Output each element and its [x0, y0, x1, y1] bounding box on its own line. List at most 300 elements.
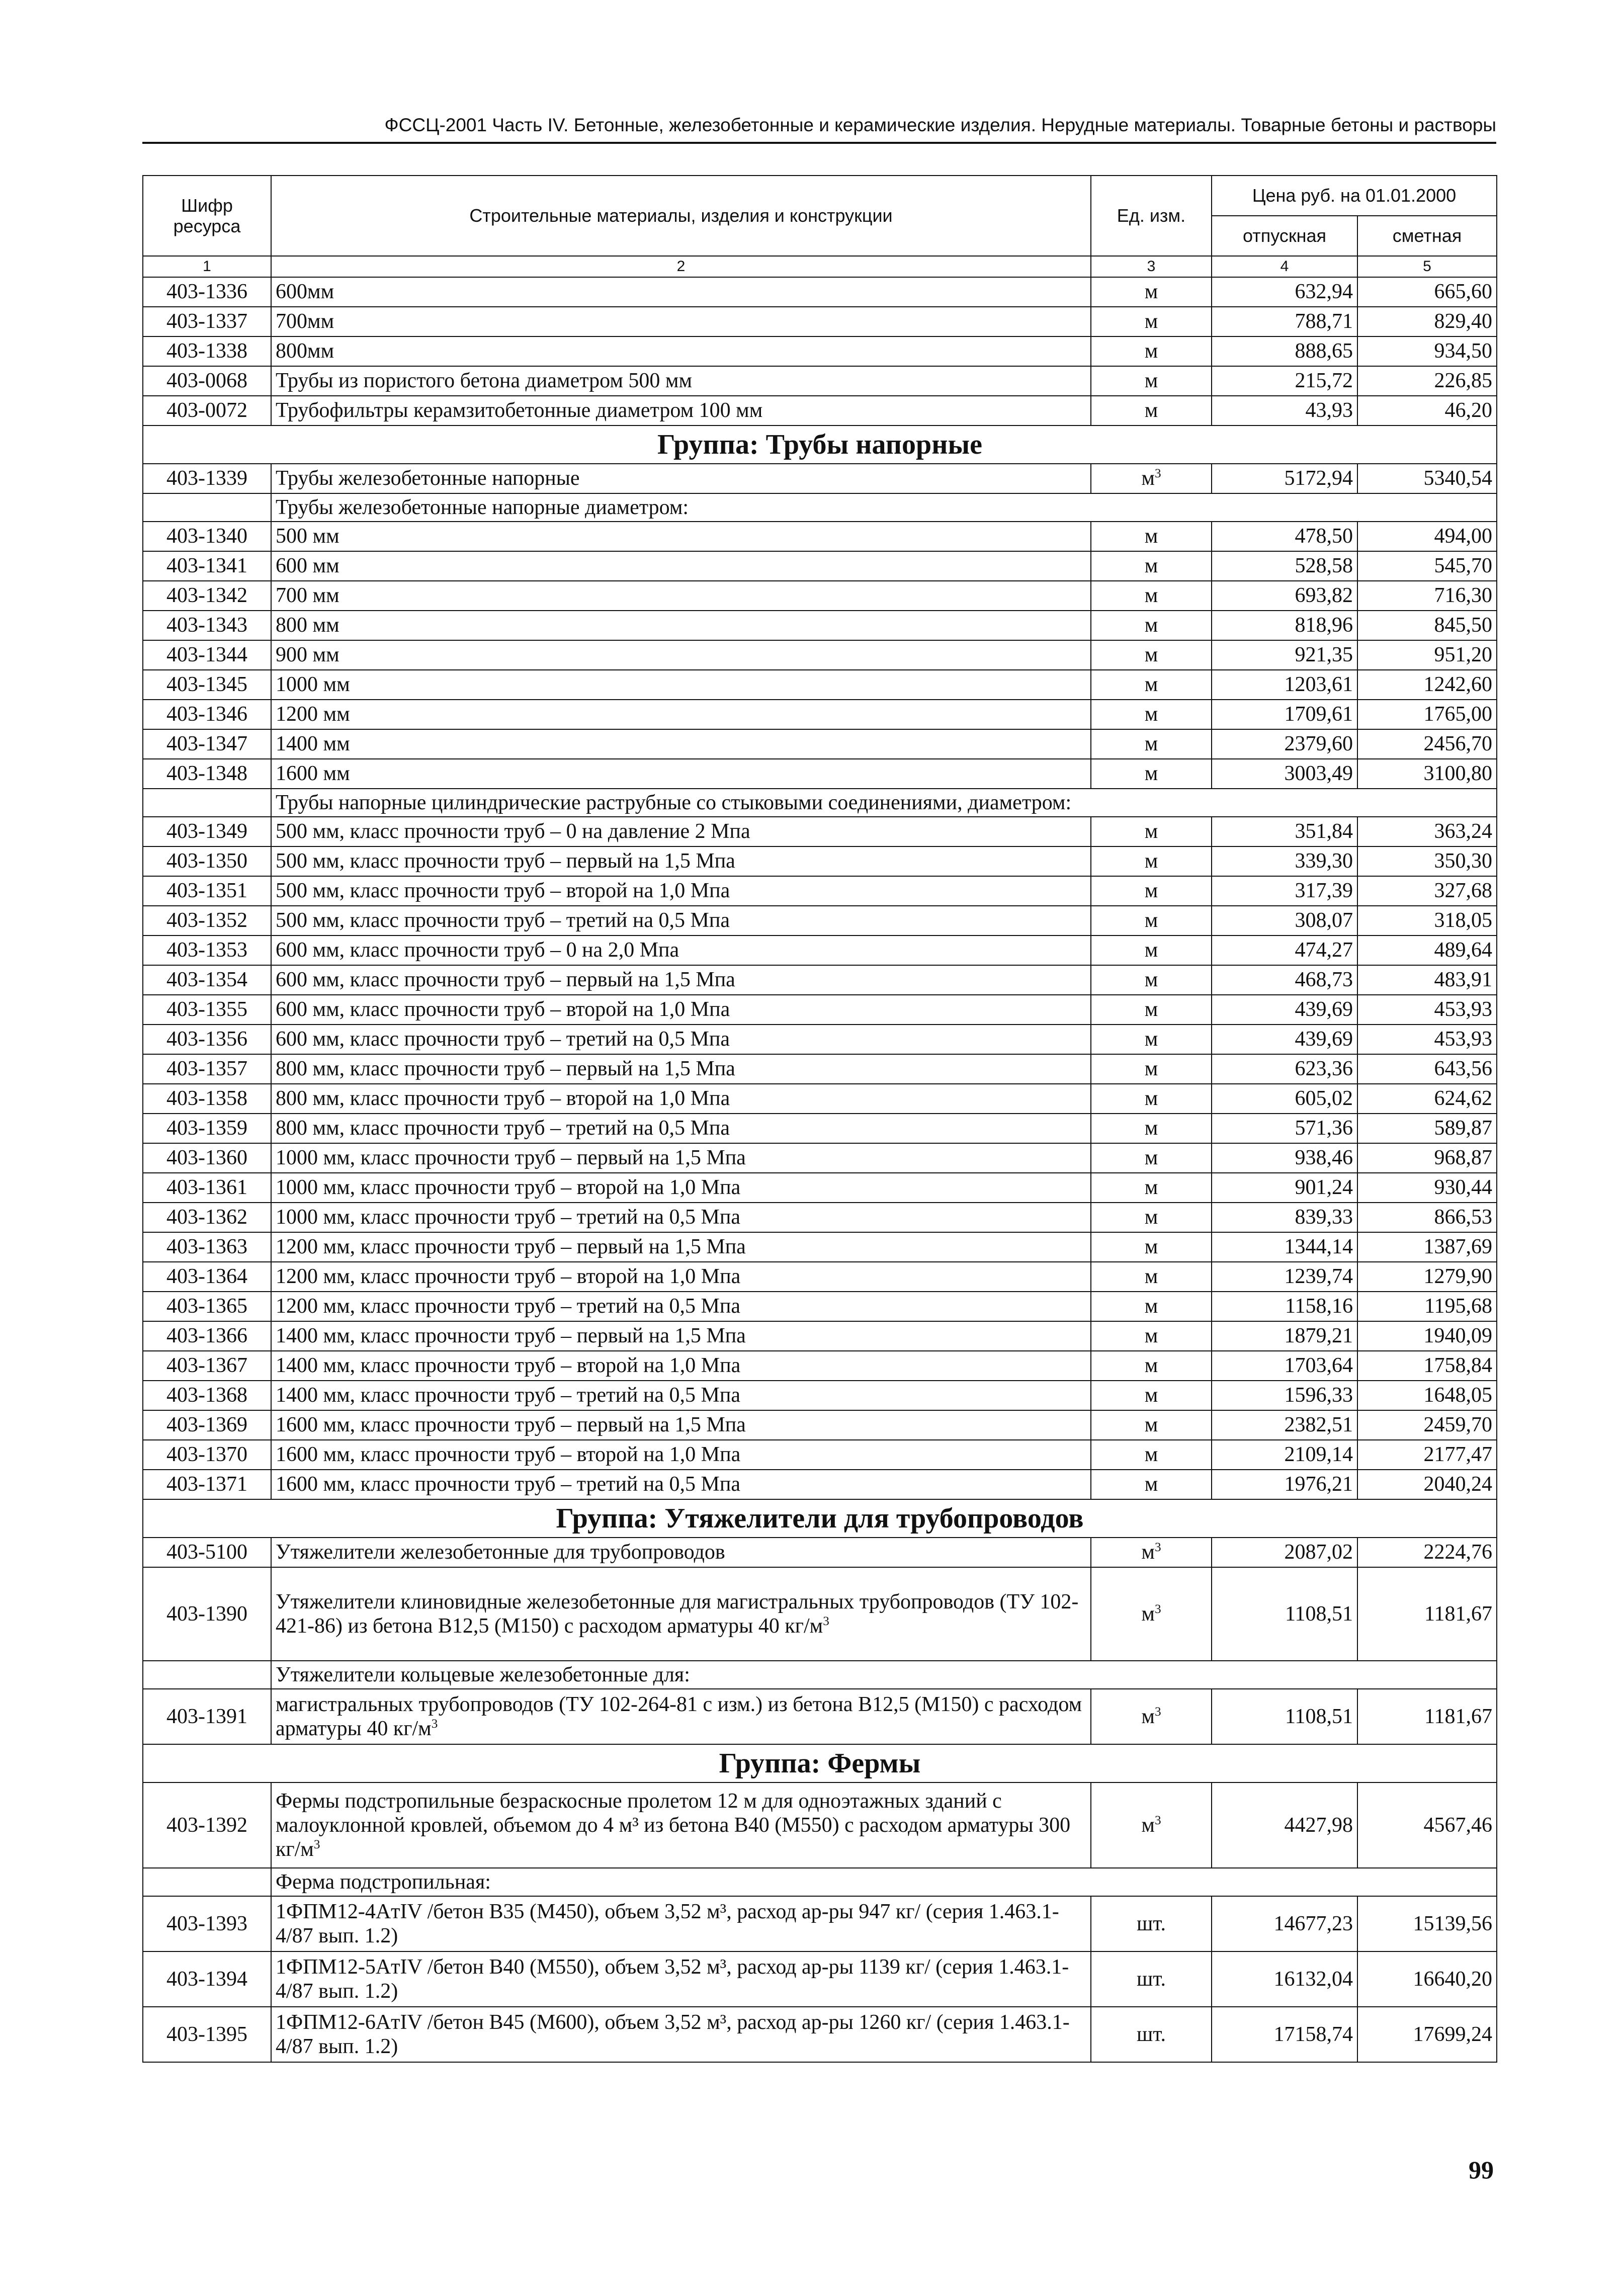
- estimate-price: 2177,47: [1357, 1440, 1497, 1470]
- estimate-price: 1279,90: [1357, 1262, 1497, 1292]
- estimate-price: 1181,67: [1357, 1567, 1497, 1661]
- group-heading: Группа: Утяжелители для трубопроводов: [143, 1499, 1497, 1538]
- estimate-price: 845,50: [1357, 611, 1497, 640]
- estimate-price: 2459,70: [1357, 1410, 1497, 1440]
- table-row: [143, 729, 1497, 759]
- superscript: 3: [1154, 1602, 1161, 1616]
- superscript: 3: [1154, 1541, 1161, 1555]
- table-row: [143, 277, 1497, 307]
- material-name: 500 мм, класс прочности труб – первый на 1,5 Мпа: [271, 846, 1091, 876]
- cell-text: м: [1141, 467, 1155, 490]
- release-price: 2087,02: [1212, 1538, 1357, 1567]
- material-name: 600 мм, класс прочности труб – первый на 1,5 Мпа: [271, 965, 1091, 995]
- resource-code: 403-1340: [143, 522, 271, 551]
- estimate-price: 1181,67: [1357, 1689, 1497, 1744]
- resource-code: 403-1371: [143, 1470, 271, 1499]
- estimate-price: 624,62: [1357, 1084, 1497, 1114]
- unit-cell: м: [1091, 817, 1212, 846]
- unit-cell: м: [1091, 876, 1212, 906]
- release-price: 888,65: [1212, 336, 1357, 366]
- superscript: 3: [1154, 1813, 1161, 1827]
- table-body: [143, 277, 1497, 2062]
- estimate-price: 1387,69: [1357, 1232, 1497, 1262]
- material-name: 1000 мм, класс прочности труб – второй на 1,0 Мпа: [271, 1173, 1091, 1203]
- estimate-price: 453,93: [1357, 995, 1497, 1025]
- material-name: 800 мм, класс прочности труб – первый на 1,5 Мпа: [271, 1054, 1091, 1084]
- material-name: 700 мм: [271, 581, 1091, 611]
- resource-code: 403-1339: [143, 464, 271, 493]
- unit-cell: [1091, 1538, 1212, 1567]
- release-price: 571,36: [1212, 1114, 1357, 1143]
- estimate-price: 1648,05: [1357, 1381, 1497, 1410]
- estimate-price: 350,30: [1357, 846, 1497, 876]
- resource-code: 403-1358: [143, 1084, 271, 1114]
- group-heading-row: [143, 426, 1497, 464]
- unit-cell: м: [1091, 277, 1212, 307]
- resource-code: 403-1353: [143, 936, 271, 965]
- table-row: [143, 1203, 1497, 1232]
- resource-code: 403-1348: [143, 759, 271, 789]
- material-name: 1400 мм, класс прочности труб – первый на 1,5 Мпа: [271, 1321, 1091, 1351]
- cell-text: м: [1141, 1602, 1155, 1626]
- release-price: 1108,51: [1212, 1567, 1357, 1661]
- unit-cell: м: [1091, 366, 1212, 396]
- material-name: Трубы железобетонные напорные: [271, 464, 1091, 493]
- release-price: 2109,14: [1212, 1440, 1357, 1470]
- resource-code: 403-1350: [143, 846, 271, 876]
- table-row: [143, 965, 1497, 995]
- resource-code: 403-1346: [143, 700, 271, 729]
- table-row: [143, 1114, 1497, 1143]
- unit-cell: м: [1091, 936, 1212, 965]
- release-price: 2379,60: [1212, 729, 1357, 759]
- page-number: 99: [1469, 2156, 1494, 2184]
- release-price: 43,93: [1212, 396, 1357, 426]
- estimate-price: 17699,24: [1357, 2007, 1497, 2062]
- estimate-price: 327,68: [1357, 876, 1497, 906]
- price-table: [142, 175, 1497, 2063]
- cell-text: Фермы подстропильные безраскосные пролетом 12 м для одноэтажных зданий с малоуклонной кровлей, объемом до 4 м³ из бетона В40 (М550) с расходом арматуры 300 кг/м: [276, 1789, 1071, 1861]
- resource-code: 403-1364: [143, 1262, 271, 1292]
- release-price: 1976,21: [1212, 1470, 1357, 1499]
- superscript: 3: [1154, 1705, 1161, 1719]
- material-name: 1200 мм, класс прочности труб – второй на 1,0 Мпа: [271, 1262, 1091, 1292]
- unit-cell: м: [1091, 1292, 1212, 1321]
- resource-code: 403-1347: [143, 729, 271, 759]
- release-price: 308,07: [1212, 906, 1357, 936]
- unit-cell: шт.: [1091, 1951, 1212, 2007]
- unit-cell: м: [1091, 307, 1212, 336]
- table-row: [143, 1232, 1497, 1262]
- header-name: Строительные материалы, изделия и конструкции: [271, 176, 1091, 256]
- release-price: 17158,74: [1212, 2007, 1357, 2062]
- estimate-price: 5340,54: [1357, 464, 1497, 493]
- table-row: [143, 1054, 1497, 1084]
- unit-cell: м: [1091, 1232, 1212, 1262]
- release-price: 839,33: [1212, 1203, 1357, 1232]
- release-price: 215,72: [1212, 366, 1357, 396]
- resource-code: 403-1336: [143, 277, 271, 307]
- release-price: 605,02: [1212, 1084, 1357, 1114]
- unit-cell: м: [1091, 1173, 1212, 1203]
- material-name: 500 мм: [271, 522, 1091, 551]
- table-row: [143, 759, 1497, 789]
- cell-text: м: [1141, 1813, 1155, 1837]
- group-heading-row: [143, 1744, 1497, 1782]
- estimate-price: 968,87: [1357, 1143, 1497, 1173]
- material-name: 1ФПМ12-4AтIV /бетон В35 (М450), объем 3,52 м³, расход ар-ры 947 кг/ (серия 1.463.1-4/87 вып. 1.2): [271, 1896, 1091, 1951]
- material-name: 800 мм, класс прочности труб – второй на 1,0 Мпа: [271, 1084, 1091, 1114]
- material-name: 1600 мм: [271, 759, 1091, 789]
- release-price: 5172,94: [1212, 464, 1357, 493]
- estimate-price: 1758,84: [1357, 1351, 1497, 1381]
- estimate-price: 1242,60: [1357, 670, 1497, 700]
- code-cell-empty: [143, 789, 271, 817]
- resource-code: 403-1354: [143, 965, 271, 995]
- material-name: 600 мм, класс прочности труб – третий на 0,5 Мпа: [271, 1025, 1091, 1054]
- unit-cell: м: [1091, 759, 1212, 789]
- table-row: [143, 1321, 1497, 1351]
- release-price: 478,50: [1212, 522, 1357, 551]
- table-row: [143, 1381, 1497, 1410]
- resource-code: 403-1362: [143, 1203, 271, 1232]
- release-price: 439,69: [1212, 1025, 1357, 1054]
- material-name: 1600 мм, класс прочности труб – третий на 0,5 Мпа: [271, 1470, 1091, 1499]
- release-price: 693,82: [1212, 581, 1357, 611]
- subheading-row: [143, 493, 1497, 522]
- subheading-text: Утяжелители кольцевые железобетонные для:: [271, 1661, 1497, 1689]
- table-row: [143, 1951, 1497, 2007]
- table-row: [143, 906, 1497, 936]
- unit-cell: м: [1091, 700, 1212, 729]
- table-row: [143, 2007, 1497, 2062]
- estimate-price: 934,50: [1357, 336, 1497, 366]
- superscript: 3: [823, 1614, 829, 1628]
- material-name: 1200 мм: [271, 700, 1091, 729]
- release-price: 4427,98: [1212, 1782, 1357, 1868]
- code-cell-empty: [143, 493, 271, 522]
- unit-cell: м: [1091, 995, 1212, 1025]
- unit-cell: м: [1091, 1025, 1212, 1054]
- resource-code: 403-1391: [143, 1689, 271, 1744]
- col-number: 1: [143, 256, 271, 277]
- subheading-row: [143, 1868, 1497, 1896]
- estimate-price: 46,20: [1357, 396, 1497, 426]
- cell-text: м: [1141, 1705, 1155, 1728]
- estimate-price: 643,56: [1357, 1054, 1497, 1084]
- resource-code: 403-1351: [143, 876, 271, 906]
- cell-text: магистральных трубопроводов (ТУ 102-264-81 с изм.) из бетона В12,5 (М150) с расходом арматуры 40 кг/м: [276, 1692, 1082, 1740]
- estimate-price: 453,93: [1357, 1025, 1497, 1054]
- table-row: [143, 700, 1497, 729]
- material-name: 800 мм, класс прочности труб – третий на 0,5 Мпа: [271, 1114, 1091, 1143]
- unit-cell: м: [1091, 522, 1212, 551]
- unit-cell: м: [1091, 581, 1212, 611]
- unit-cell: м: [1091, 1381, 1212, 1410]
- release-price: 1108,51: [1212, 1689, 1357, 1744]
- estimate-price: 589,87: [1357, 1114, 1497, 1143]
- resource-code: 403-1342: [143, 581, 271, 611]
- release-price: 528,58: [1212, 551, 1357, 581]
- group-heading: Группа: Фермы: [143, 1744, 1497, 1782]
- unit-cell: м: [1091, 1084, 1212, 1114]
- unit-cell: м: [1091, 906, 1212, 936]
- superscript: 3: [313, 1838, 320, 1852]
- table-row: [143, 464, 1497, 493]
- table-header: [143, 176, 1497, 277]
- unit-cell: [1091, 1689, 1212, 1744]
- material-name: 500 мм, класс прочности труб – второй на 1,0 Мпа: [271, 876, 1091, 906]
- table-row: [143, 1470, 1497, 1499]
- material-name: Трубы из пористого бетона диаметром 500 мм: [271, 366, 1091, 396]
- unit-cell: м: [1091, 1262, 1212, 1292]
- table-row: [143, 1143, 1497, 1173]
- unit-cell: м: [1091, 336, 1212, 366]
- page-header: ФССЦ-2001 Часть IV. Бетонные, железобетонные и керамические изделия. Нерудные материалы. Товарные бетоны и растворы: [384, 115, 1496, 135]
- release-price: 818,96: [1212, 611, 1357, 640]
- material-name: 1200 мм, класс прочности труб – первый на 1,5 Мпа: [271, 1232, 1091, 1262]
- material-name: 800мм: [271, 336, 1091, 366]
- estimate-price: 2224,76: [1357, 1538, 1497, 1567]
- material-name: 900 мм: [271, 640, 1091, 670]
- resource-code: 403-1361: [143, 1173, 271, 1203]
- subheading-text: Трубы напорные цилиндрические раструбные со стыковыми соединениями, диаметром:: [271, 789, 1497, 817]
- material-name: 600 мм: [271, 551, 1091, 581]
- release-price: 3003,49: [1212, 759, 1357, 789]
- material-name: 1000 мм, класс прочности труб – первый на 1,5 Мпа: [271, 1143, 1091, 1173]
- estimate-price: 4567,46: [1357, 1782, 1497, 1868]
- cell-text: Утяжелители клиновидные железобетонные для магистральных трубопроводов (ТУ 102-421-86) из бетона В12,5 (М150) с расходом арматуры 40 кг/м: [276, 1590, 1079, 1638]
- estimate-price: 318,05: [1357, 906, 1497, 936]
- table-row: [143, 581, 1497, 611]
- resource-code: 403-1368: [143, 1381, 271, 1410]
- resource-code: 403-5100: [143, 1538, 271, 1567]
- material-name: Трубофильтры керамзитобетонные диаметром 100 мм: [271, 396, 1091, 426]
- release-price: 1344,14: [1212, 1232, 1357, 1262]
- estimate-price: 483,91: [1357, 965, 1497, 995]
- release-price: 1596,33: [1212, 1381, 1357, 1410]
- table-row: [143, 876, 1497, 906]
- cell-text: м: [1141, 1541, 1155, 1564]
- unit-cell: м: [1091, 729, 1212, 759]
- table-row: [143, 1896, 1497, 1951]
- resource-code: 403-1393: [143, 1896, 271, 1951]
- estimate-price: 829,40: [1357, 307, 1497, 336]
- unit-cell: [1091, 1567, 1212, 1661]
- release-price: 16132,04: [1212, 1951, 1357, 2007]
- header-unit: Ед. изм.: [1091, 176, 1212, 256]
- subheading-text: Трубы железобетонные напорные диаметром:: [271, 493, 1497, 522]
- unit-cell: м: [1091, 965, 1212, 995]
- table-row: [143, 995, 1497, 1025]
- material-name: 600 мм, класс прочности труб – 0 на 2,0 Мпа: [271, 936, 1091, 965]
- table-row: [143, 640, 1497, 670]
- release-price: 1879,21: [1212, 1321, 1357, 1351]
- resource-code: 403-1390: [143, 1567, 271, 1661]
- table-row: [143, 1084, 1497, 1114]
- table-row: [143, 522, 1497, 551]
- unit-cell: м: [1091, 1114, 1212, 1143]
- col-number: 4: [1212, 256, 1357, 277]
- table-row: [143, 366, 1497, 396]
- unit-cell: м: [1091, 1203, 1212, 1232]
- unit-cell: м: [1091, 611, 1212, 640]
- material-name: 700мм: [271, 307, 1091, 336]
- estimate-price: 3100,80: [1357, 759, 1497, 789]
- release-price: 901,24: [1212, 1173, 1357, 1203]
- table-row: [143, 1292, 1497, 1321]
- material-name: 1000 мм: [271, 670, 1091, 700]
- table-row: [143, 1173, 1497, 1203]
- table-row: [143, 396, 1497, 426]
- estimate-price: 951,20: [1357, 640, 1497, 670]
- material-name: [271, 1689, 1091, 1744]
- estimate-price: 363,24: [1357, 817, 1497, 846]
- unit-cell: м: [1091, 1440, 1212, 1470]
- resource-code: 403-1359: [143, 1114, 271, 1143]
- col-number: 3: [1091, 256, 1212, 277]
- table-row: [143, 1351, 1497, 1381]
- superscript: 3: [1154, 467, 1161, 481]
- resource-code: 403-1365: [143, 1292, 271, 1321]
- release-price: 1239,74: [1212, 1262, 1357, 1292]
- table-row: [143, 551, 1497, 581]
- resource-code: 403-1344: [143, 640, 271, 670]
- resource-code: 403-1366: [143, 1321, 271, 1351]
- estimate-price: 2040,24: [1357, 1470, 1497, 1499]
- estimate-price: 489,64: [1357, 936, 1497, 965]
- material-name: 600 мм, класс прочности труб – второй на 1,0 Мпа: [271, 995, 1091, 1025]
- resource-code: 403-1352: [143, 906, 271, 936]
- release-price: 1158,16: [1212, 1292, 1357, 1321]
- unit-cell: м: [1091, 1321, 1212, 1351]
- table-row: [143, 817, 1497, 846]
- estimate-price: 716,30: [1357, 581, 1497, 611]
- release-price: 623,36: [1212, 1054, 1357, 1084]
- estimate-price: 1940,09: [1357, 1321, 1497, 1351]
- material-name: Утяжелители железобетонные для трубопроводов: [271, 1538, 1091, 1567]
- unit-cell: м: [1091, 396, 1212, 426]
- unit-cell: шт.: [1091, 1896, 1212, 1951]
- material-name: 1ФПМ12-5AтIV /бетон В40 (М550), объем 3,52 м³, расход ар-ры 1139 кг/ (серия 1.463.1-4/87 вып. 1.2): [271, 1951, 1091, 2007]
- estimate-price: 866,53: [1357, 1203, 1497, 1232]
- group-heading-row: [143, 1499, 1497, 1538]
- resource-code: 403-1349: [143, 817, 271, 846]
- material-name: [271, 1782, 1091, 1868]
- resource-code: 403-1367: [143, 1351, 271, 1381]
- header-price-estimate: сметная: [1357, 216, 1497, 256]
- material-name: [271, 1567, 1091, 1661]
- table-row: [143, 1689, 1497, 1744]
- estimate-price: 16640,20: [1357, 1951, 1497, 2007]
- release-price: 938,46: [1212, 1143, 1357, 1173]
- release-price: 632,94: [1212, 277, 1357, 307]
- material-name: 1ФПМ12-6AтIV /бетон В45 (М600), объем 3,52 м³, расход ар-ры 1260 кг/ (серия 1.463.1-4/87 вып. 1.2): [271, 2007, 1091, 2062]
- estimate-price: 494,00: [1357, 522, 1497, 551]
- material-name: 500 мм, класс прочности труб – третий на 0,5 Мпа: [271, 906, 1091, 936]
- estimate-price: 15139,56: [1357, 1896, 1497, 1951]
- resource-code: 403-1369: [143, 1410, 271, 1440]
- header-price-release: отпускная: [1212, 216, 1357, 256]
- material-name: 1400 мм, класс прочности труб – второй на 1,0 Мпа: [271, 1351, 1091, 1381]
- subheading-row: [143, 1661, 1497, 1689]
- table-row: [143, 670, 1497, 700]
- subheading-row: [143, 789, 1497, 817]
- release-price: 439,69: [1212, 995, 1357, 1025]
- resource-code: 403-1343: [143, 611, 271, 640]
- header-price-group: Цена руб. на 01.01.2000: [1212, 176, 1497, 216]
- release-price: 2382,51: [1212, 1410, 1357, 1440]
- unit-cell: м: [1091, 551, 1212, 581]
- unit-cell: м: [1091, 1143, 1212, 1173]
- table-row: [143, 611, 1497, 640]
- resource-code: 403-1392: [143, 1782, 271, 1868]
- release-price: 1709,61: [1212, 700, 1357, 729]
- estimate-price: 930,44: [1357, 1173, 1497, 1203]
- table-row: [143, 1025, 1497, 1054]
- resource-code: 403-0068: [143, 366, 271, 396]
- material-name: 800 мм: [271, 611, 1091, 640]
- material-name: 1600 мм, класс прочности труб – первый на 1,5 Мпа: [271, 1410, 1091, 1440]
- table-row: [143, 336, 1497, 366]
- estimate-price: 1765,00: [1357, 700, 1497, 729]
- resource-code: 403-0072: [143, 396, 271, 426]
- resource-code: 403-1337: [143, 307, 271, 336]
- code-cell-empty: [143, 1868, 271, 1896]
- table-row: [143, 1262, 1497, 1292]
- table-row: [143, 1782, 1497, 1868]
- release-price: 317,39: [1212, 876, 1357, 906]
- unit-cell: м: [1091, 846, 1212, 876]
- release-price: 474,27: [1212, 936, 1357, 965]
- resource-code: 403-1357: [143, 1054, 271, 1084]
- superscript: 3: [431, 1717, 438, 1731]
- unit-cell: м: [1091, 640, 1212, 670]
- release-price: 339,30: [1212, 846, 1357, 876]
- unit-cell: шт.: [1091, 2007, 1212, 2062]
- unit-cell: [1091, 464, 1212, 493]
- resource-code: 403-1363: [143, 1232, 271, 1262]
- estimate-price: 665,60: [1357, 277, 1497, 307]
- table-row: [143, 1538, 1497, 1567]
- estimate-price: 226,85: [1357, 366, 1497, 396]
- unit-cell: м: [1091, 670, 1212, 700]
- resource-code: 403-1355: [143, 995, 271, 1025]
- release-price: 788,71: [1212, 307, 1357, 336]
- table-row: [143, 307, 1497, 336]
- group-heading: Группа: Трубы напорные: [143, 426, 1497, 464]
- unit-cell: м: [1091, 1470, 1212, 1499]
- release-price: 351,84: [1212, 817, 1357, 846]
- unit-cell: м: [1091, 1410, 1212, 1440]
- release-price: 1703,64: [1212, 1351, 1357, 1381]
- table-row: [143, 1440, 1497, 1470]
- unit-cell: [1091, 1782, 1212, 1868]
- estimate-price: 2456,70: [1357, 729, 1497, 759]
- estimate-price: 545,70: [1357, 551, 1497, 581]
- resource-code: 403-1341: [143, 551, 271, 581]
- unit-cell: м: [1091, 1351, 1212, 1381]
- resource-code: 403-1394: [143, 1951, 271, 2007]
- col-number: 2: [271, 256, 1091, 277]
- resource-code: 403-1338: [143, 336, 271, 366]
- resource-code: 403-1370: [143, 1440, 271, 1470]
- header-rule: [142, 142, 1496, 144]
- table-row: [143, 846, 1497, 876]
- material-name: 600мм: [271, 277, 1091, 307]
- resource-code: 403-1356: [143, 1025, 271, 1054]
- table-row: [143, 1567, 1497, 1661]
